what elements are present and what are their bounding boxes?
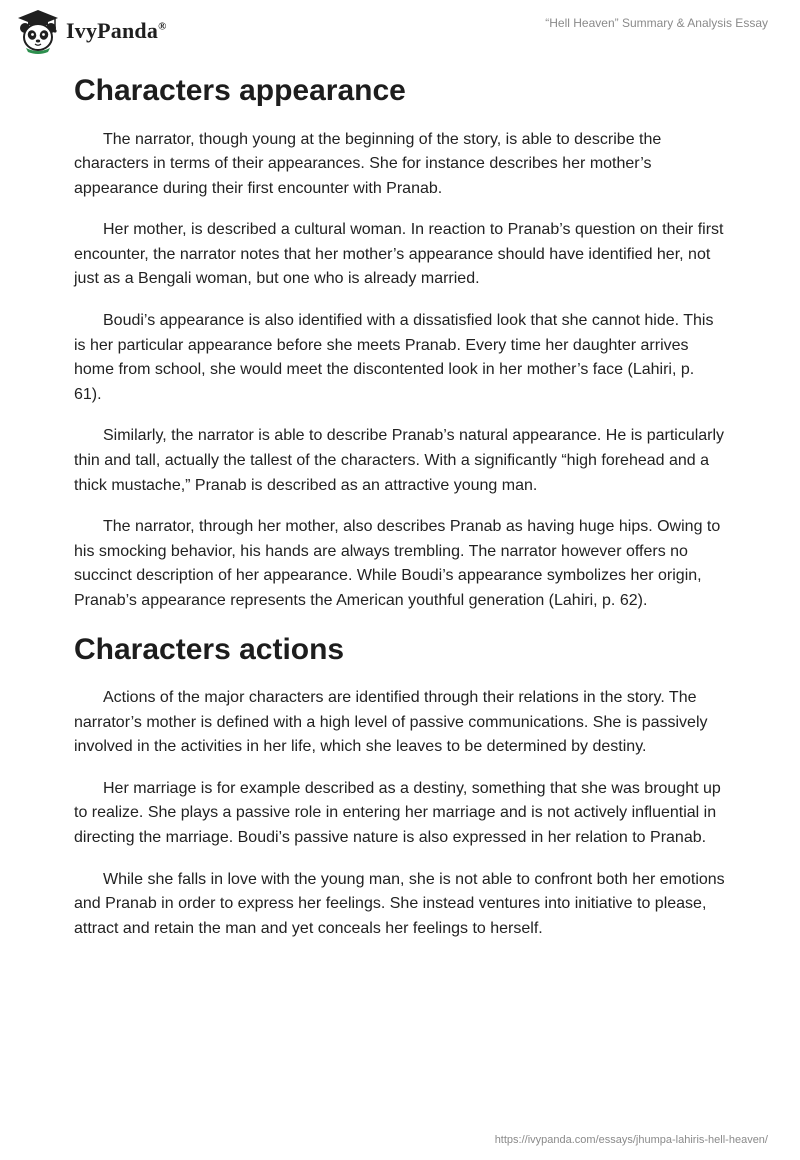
panda-graduate-icon [14,8,62,54]
page-header [0,0,800,60]
section-heading-actions: Characters actions [74,632,345,666]
paragraph: Actions of the major characters are identified through their relations in the story. The narrator’s mother is defined with a high level of passive communications. She is passively involved in the activities in her life, which she leaves to be determined by destiny. [74,689,708,756]
paragraph: Her marriage is for example described as a destiny, something that she was brought up to realize. She plays a passive role in entering her marriage and is not actively influential in directing the marriage. Boudi’s passive nature is also expressed in her relation to Pranab. [74,779,721,847]
section-heading-appearance: Characters appearance [74,74,406,107]
essay-content [74,68,726,958]
ivypanda-logo[interactable] [14,8,167,54]
paragraph: Her mother, is described a cultural woman. In reaction to Pranab’s question on their first encounter, the narrator notes that her mother’s appearance should have identified her, not just as a Bengali woman, but one who is already married. [74,221,724,288]
source-url[interactable]: https://ivypanda.com/essays/jhumpa-lahiris-hell-heaven/ [494,1134,768,1146]
paragraph: The narrator, through her mother, also describes Pranab as having huge hips. Owing to his smocking behavior, his hands are always trembling. The narrator however offers no succinct description of her appearance. While Boudi’s appearance symbolizes her origin, Pranab’s appearance represents the American youthful generation (Lahiri, p. 62). [74,518,721,609]
paragraph: While she falls in love with the young man, she is not able to confront both her emotions and Pranab in order to express her feelings. She instead ventures into initiative to please, attract and retain the man and yet conceals her feelings to herself. [74,870,725,937]
logo-text: IvyPanda® [66,18,167,43]
document-title: “Hell Heaven” Summary & Analysis Essay [545,16,768,30]
paragraph: Boudi’s appearance is also identified with a dissatisfied look that she cannot hide. This is her particular appearance before she meets Pranab. Every time her daughter arrives home from school, she would meet the discontented look in her mother’s face (Lahiri, p. 61). [74,312,714,403]
paragraph: The narrator, though young at the beginning of the story, is able to describe the characters in terms of their appearances. She for instance describes her mother’s appearance during their first encounter with Pranab. [74,130,662,197]
paragraph: Similarly, the narrator is able to describe Pranab’s natural appearance. He is particularly thin and tall, actually the tallest of the characters. With a significantly “high forehead and a thick mustache,” Pranab is described as an attractive young man. [74,427,725,494]
